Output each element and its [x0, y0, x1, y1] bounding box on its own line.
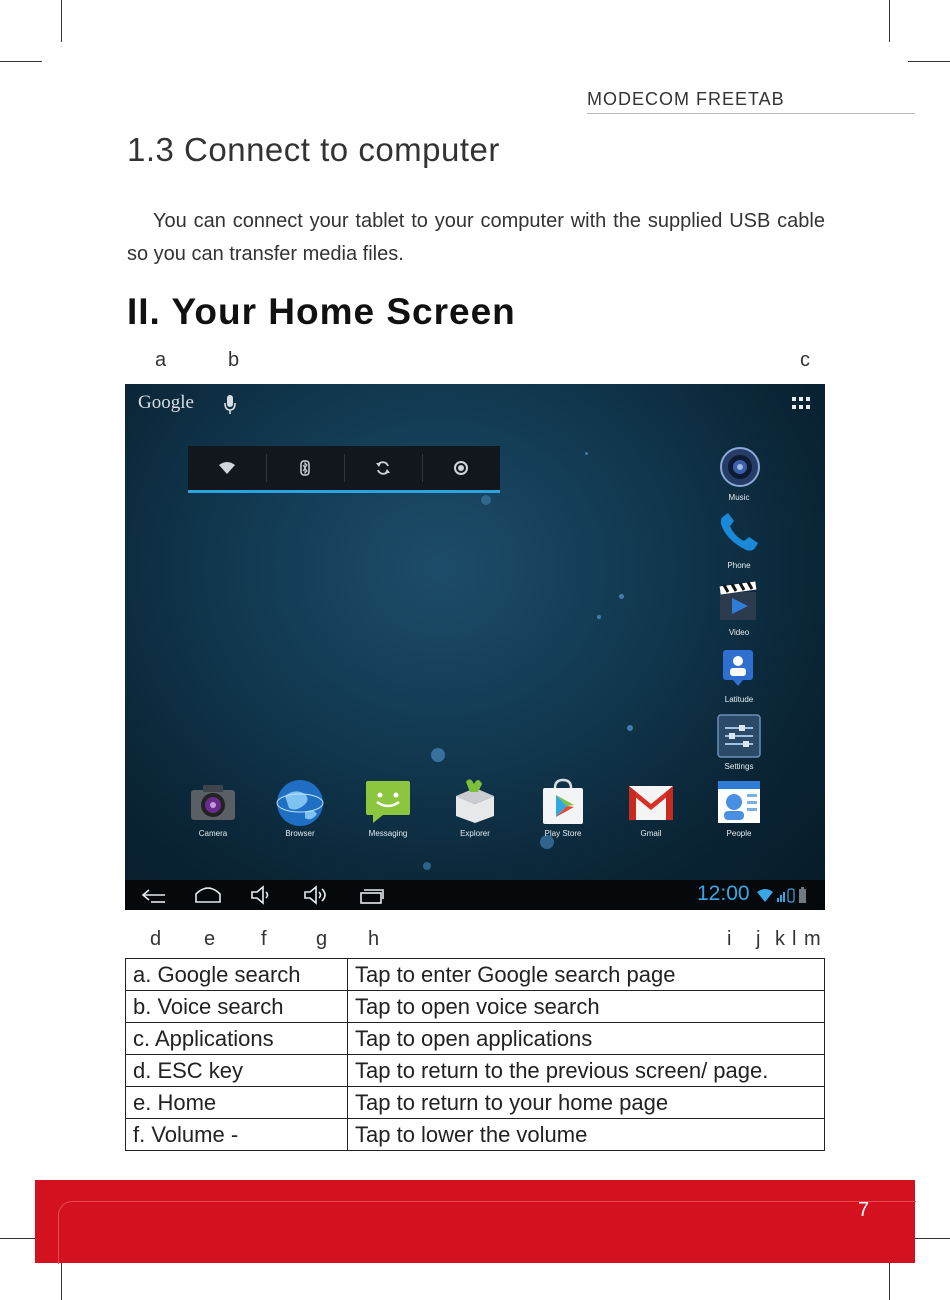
running-header: MODECOM FREETAB [587, 89, 785, 109]
brightness-icon [453, 460, 469, 476]
table-row [126, 1023, 825, 1055]
volume-down-icon[interactable] [250, 885, 272, 905]
crop-mark [0, 61, 42, 62]
callout-label: l [792, 928, 797, 950]
explorer-icon[interactable] [452, 776, 498, 824]
callout-label: m [804, 928, 821, 950]
app-label-browser: Browser [285, 829, 315, 838]
callout-label: g [316, 928, 328, 950]
table-cell-desc: Tap to open applications [348, 1023, 825, 1055]
app-label-music: Music [728, 493, 750, 502]
apps-grid-icon[interactable] [791, 396, 811, 412]
bokeh-dot [585, 452, 588, 455]
header-rule [587, 113, 915, 114]
video-icon[interactable] [718, 580, 758, 622]
app-label-camera: Camera [198, 829, 228, 838]
table-cell-desc: Tap to return to your home page [348, 1087, 825, 1119]
home-icon[interactable] [194, 886, 222, 904]
wifi-icon [218, 461, 236, 475]
table-cell-key: d. ESC key [126, 1055, 348, 1087]
status-icons [755, 886, 815, 904]
app-label-video: Video [728, 628, 750, 637]
settings-icon[interactable] [717, 714, 761, 758]
crop-mark [61, 0, 62, 42]
callout-label: i [727, 928, 732, 950]
table-cell-desc: Tap to enter Google search page [348, 959, 825, 991]
section-body-text: You can connect your tablet to your computer with the supplied USB cable so you can transfer media files. [127, 210, 825, 265]
app-label-latitude: Latitude [724, 695, 754, 704]
callout-label: h [368, 928, 380, 950]
sync-icon [375, 460, 391, 476]
google-search-bar[interactable]: Google [138, 392, 194, 413]
chapter-title: II. Your Home Screen [127, 291, 516, 332]
app-label-gmail: Gmail [640, 829, 662, 838]
table-row [126, 959, 825, 991]
table-cell-key: f. Volume - [126, 1119, 348, 1151]
app-label-play-store: Play Store [544, 829, 582, 838]
camera-icon[interactable] [189, 782, 237, 822]
crop-mark [889, 0, 890, 42]
recent-apps-icon[interactable] [359, 887, 385, 905]
volume-up-icon[interactable] [303, 885, 331, 905]
app-label-messaging: Messaging [368, 829, 408, 838]
sync-toggle[interactable] [345, 446, 421, 490]
callout-label: k [775, 928, 785, 950]
brightness-toggle[interactable] [423, 446, 499, 490]
bokeh-dot [431, 748, 445, 762]
app-label-phone: Phone [727, 561, 751, 570]
callout-label: e [204, 928, 216, 950]
battery-icon [799, 889, 806, 903]
crop-mark [889, 1258, 890, 1300]
table-row [126, 1055, 825, 1087]
phone-icon[interactable] [716, 510, 762, 556]
home-screen-screenshot [125, 384, 825, 910]
bluetooth-icon [300, 460, 310, 476]
bokeh-dot [627, 725, 633, 731]
latitude-icon[interactable] [721, 648, 755, 688]
table-cell-key: c. Applications [126, 1023, 348, 1055]
play-store-icon[interactable] [541, 778, 585, 826]
callout-label: f [261, 928, 267, 950]
callout-label: d [150, 928, 162, 950]
page-number: 7 [858, 1199, 870, 1221]
microphone-icon[interactable] [223, 394, 237, 416]
callout-label: j [756, 928, 761, 950]
table-cell-key: b. Voice search [126, 991, 348, 1023]
home-screen-keys-table [125, 958, 825, 1151]
music-icon[interactable] [719, 446, 761, 488]
power-control-widget [188, 446, 500, 493]
table-row [126, 1119, 825, 1151]
back-icon[interactable] [141, 888, 167, 904]
bluetooth-toggle[interactable] [267, 446, 343, 490]
callout-label: a [155, 349, 167, 371]
gmail-icon[interactable] [628, 780, 674, 822]
wifi-status-icon [757, 889, 773, 902]
table-cell-desc: Tap to return to the previous screen/ page. [348, 1055, 825, 1087]
crop-mark [61, 1258, 62, 1300]
table-cell-desc: Tap to open voice search [348, 991, 825, 1023]
wifi-toggle[interactable] [189, 446, 265, 490]
table-row [126, 991, 825, 1023]
app-label-people: People [726, 829, 752, 838]
bokeh-dot [597, 615, 601, 619]
screen-top-bar [125, 384, 825, 424]
app-label-explorer: Explorer [460, 829, 490, 838]
table-cell-key: e. Home [126, 1087, 348, 1119]
people-icon[interactable] [717, 780, 761, 824]
section-body [127, 205, 825, 271]
table-cell-key: a. Google search [126, 959, 348, 991]
system-navigation-bar [125, 880, 825, 910]
bokeh-dot [423, 862, 431, 870]
browser-globe-icon[interactable] [275, 778, 325, 828]
bokeh-dot [481, 495, 491, 505]
callout-label: b [228, 349, 240, 371]
footer-decoration [58, 1201, 916, 1264]
callout-label: c [800, 349, 810, 371]
bokeh-dot [619, 594, 624, 599]
table-row [126, 1087, 825, 1119]
clock: 12:00 [697, 882, 750, 905]
table-cell-desc: Tap to lower the volume [348, 1119, 825, 1151]
app-label-settings: Settings [724, 762, 754, 771]
crop-mark [908, 61, 950, 62]
messaging-icon[interactable] [365, 780, 411, 824]
section-title: 1.3 Connect to computer [127, 131, 500, 168]
